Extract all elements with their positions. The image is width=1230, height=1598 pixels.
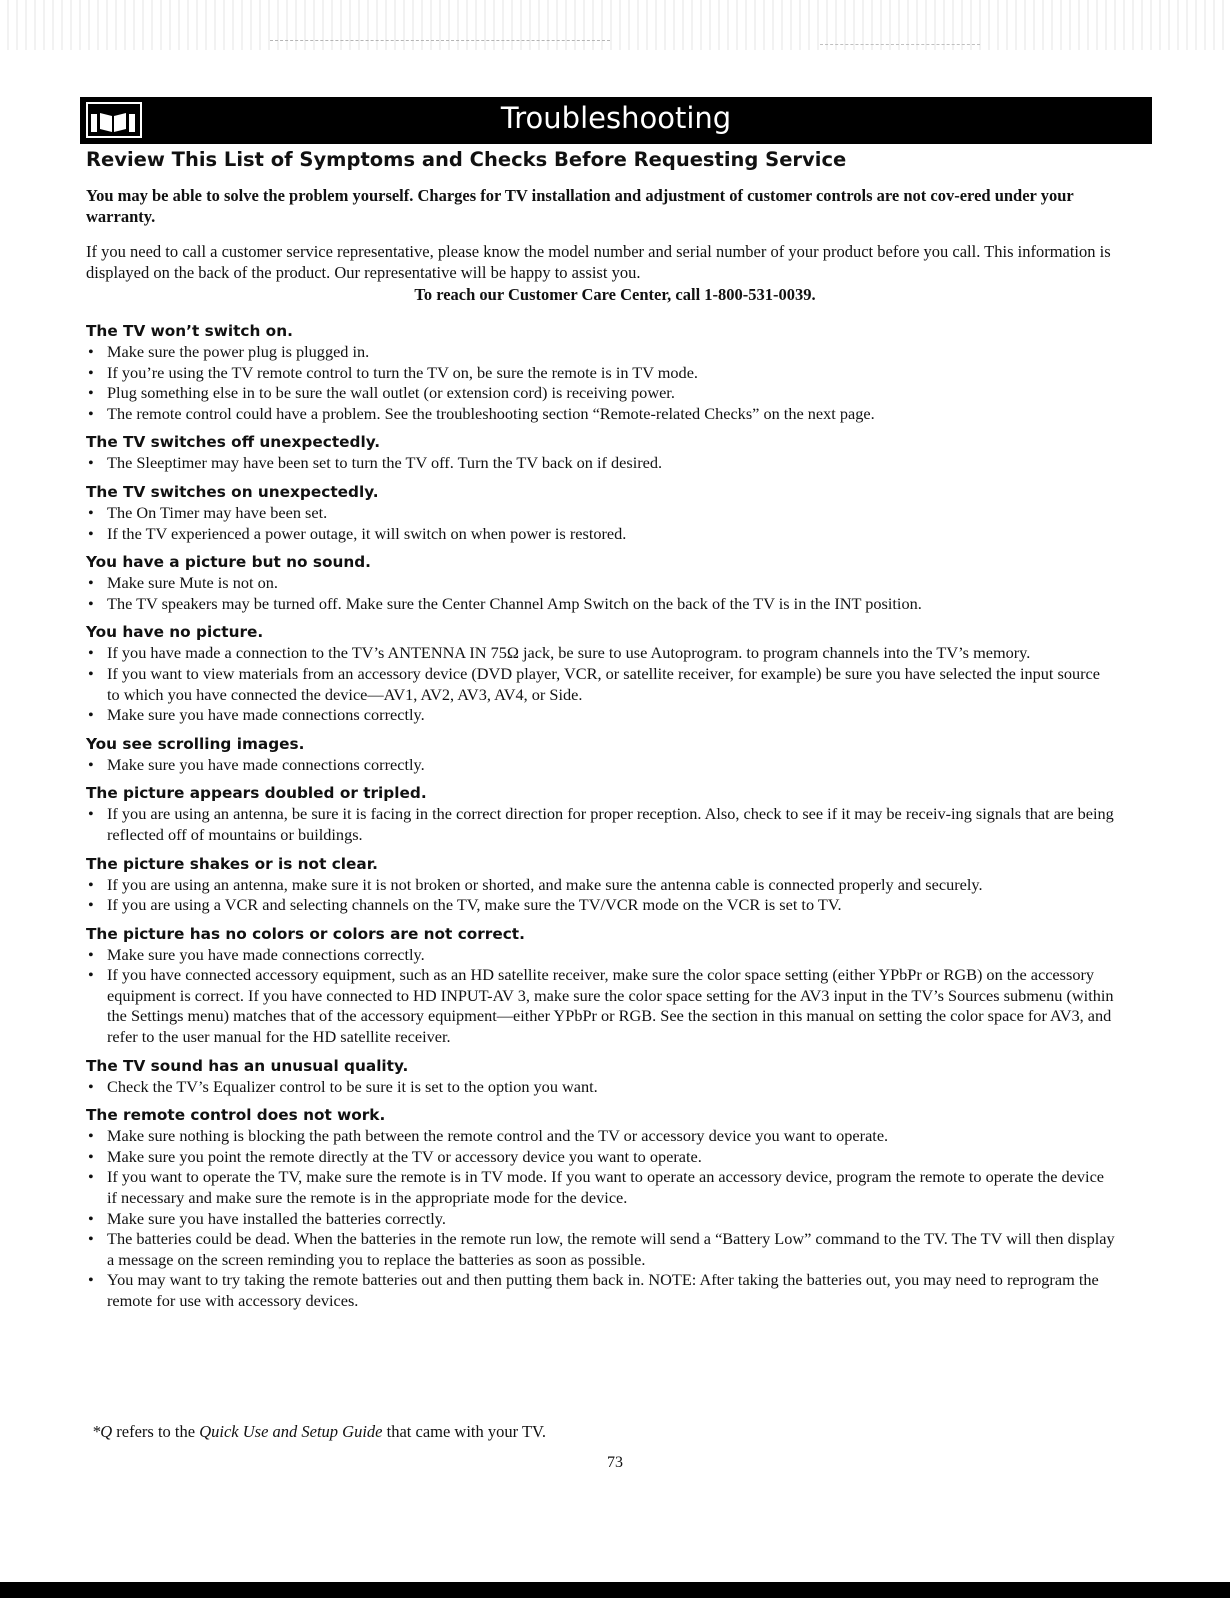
check-item: • Make sure you point the remote directly at the TV or accessory device you want to operate. [86,1147,1116,1168]
symptom-block [86,552,1116,614]
check-item: • If you are using an antenna, make sure it is not broken or shorted, and make sure the antenna cable is connected properly and securely. [86,875,1116,896]
check-list [86,1077,1116,1098]
check-list [86,875,1116,916]
service-intro: If you need to call a customer service representative, please know the model number and serial number of your product before you call. This information is displayed on the back of the product. Our representative will be happy to assist you. [86,242,1111,282]
scan-artifact-line [820,44,980,45]
symptom-title: The TV sound has an unusual quality. [86,1056,409,1075]
check-item: • Make sure you have made connections correctly. [86,705,1116,726]
symptom-list [86,321,1116,1320]
check-item: • If the TV experienced a power outage, it will switch on when power is restored. [86,524,1116,545]
symptom-title: The TV won’t switch on. [86,322,293,340]
check-list [86,804,1116,845]
header-bar [80,97,1152,144]
symptom-block [86,924,1116,1048]
check-item: • Make sure you have made connections correctly. [86,945,1116,966]
check-item: • Make sure Mute is not on. [86,573,1116,594]
check-list [86,945,1116,1048]
check-item: • You may want to try taking the remote batteries out and then putting them back in. NOTE: After taking the batteries out, you may need to reprogram the remote for use with accessory devices. [86,1270,1116,1311]
symptom-block [86,432,1116,474]
customer-care-line: To reach our Customer Care Center, call 1-800-531-0039. [414,285,816,304]
check-item: • The batteries could be dead. When the batteries in the remote run low, the remote will send a “Battery Low” command to the TV. The TV will then display a message on the screen reminding you to replace the batteries as soon as possible. [86,1229,1116,1270]
symptom-block [86,321,1116,424]
symptom-title: You have a picture but no sound. [86,553,371,572]
page-title: Troubleshooting [500,101,732,135]
symptom-title: The remote control does not work. [86,1106,386,1125]
check-item: • If you have made a connection to the TV’s ANTENNA IN 75Ω jack, be sure to use Autoprogram. to program channels into the TV’s memory. [86,643,1116,664]
symptom-block [86,1056,1116,1098]
symptom-title: The picture shakes or is not clear. [86,854,378,873]
check-list [86,643,1116,725]
scan-noise [0,0,1230,50]
symptom-block [86,482,1116,544]
check-item: • If you want to view materials from an accessory device (DVD player, VCR, or satellite receiver, for example) be sure you have selected the input source to which you have connected the device—AV1, AV2, AV3, AV4, or Side. [86,664,1116,705]
check-item: • The On Timer may have been set. [86,503,1116,524]
page-number: 73 [607,1454,623,1471]
check-list [86,453,1116,474]
footnote [92,1422,546,1442]
check-item: • Make sure you have made connections correctly. [86,755,1116,776]
check-item: • If you want to operate the TV, make sure the remote is in TV mode. If you want to operate an accessory device, program the remote to operate the device if necessary and make sure the remote is in the appropriate mode for the device. [86,1167,1116,1208]
check-list [86,755,1116,776]
symptom-block [86,854,1116,916]
check-item: • Plug something else in to be sure the wall outlet (or extension cord) is receiving power. [86,383,1116,404]
check-list [86,503,1116,544]
check-item: • Make sure you have installed the batteries correctly. [86,1209,1116,1230]
check-list [86,342,1116,424]
symptom-block [86,783,1116,845]
footnote-symbol: *Q [92,1422,113,1441]
scan-artifact-line [270,40,610,41]
scan-bottom-edge [0,1582,1230,1598]
symptom-title: The picture has no colors or colors are not correct. [86,924,525,943]
symptom-block [86,622,1116,725]
check-list [86,1126,1116,1311]
check-item: • Check the TV’s Equalizer control to be sure it is set to the option you want. [86,1077,1116,1098]
guide-title: Quick Use and Setup Guide [199,1422,383,1441]
symptom-title: The picture appears doubled or tripled. [86,784,427,803]
warranty-notice: You may be able to solve the problem yourself. Charges for TV installation and adjustment of customer controls are not cov-ered under your warranty. [86,186,1074,226]
footnote-text: refers to the [112,1422,200,1441]
symptom-title: You have no picture. [86,623,264,642]
check-item: • The Sleeptimer may have been set to turn the TV off. Turn the TV back on if desired. [86,453,1116,474]
section-heading: Review This List of Symptoms and Checks Before Requesting Service [86,148,847,171]
symptom-title: You see scrolling images. [86,734,305,753]
check-item: • If you are using a VCR and selecting channels on the TV, make sure the TV/VCR mode on the VCR is set to TV. [86,895,1116,916]
check-item: • If you have connected accessory equipment, such as an HD satellite receiver, make sure the color space setting (either YPbPr or RGB) on the accessory equipment is correct. If you have connected to HD INPUT-AV 3, make sure the color space setting for the AV3 input in the TV’s Sources submenu (within the Settings menu) matches that of the accessory equipment—either YPbPr or RGB. See the section in this manual on setting the color space for AV3, and refer to the user manual for the HD satellite receiver. [86,965,1116,1047]
symptom-block [86,734,1116,776]
check-item: • The remote control could have a problem. See the troubleshooting section “Remote-related Checks” on the next page. [86,404,1116,425]
symptom-title: The TV switches off unexpectedly. [86,433,381,452]
check-item: • Make sure the power plug is plugged in. [86,342,1116,363]
check-item: • The TV speakers may be turned off. Make sure the Center Channel Amp Switch on the back of the TV is in the INT position. [86,594,1116,615]
symptom-title: The TV switches on unexpectedly. [86,482,379,501]
footnote-text: that came with your TV. [382,1422,546,1441]
check-item: • If you are using an antenna, be sure it is facing in the correct direction for proper reception. Also, check to see if it may be receiv-ing signals that are being reflected off of mountains or buildings. [86,804,1116,845]
symptom-block [86,1105,1116,1311]
check-item: • If you’re using the TV remote control to turn the TV on, be sure the remote is in TV mode. [86,363,1116,384]
check-list [86,573,1116,614]
check-item: • Make sure nothing is blocking the path between the remote control and the TV or accessory device you want to operate. [86,1126,1116,1147]
